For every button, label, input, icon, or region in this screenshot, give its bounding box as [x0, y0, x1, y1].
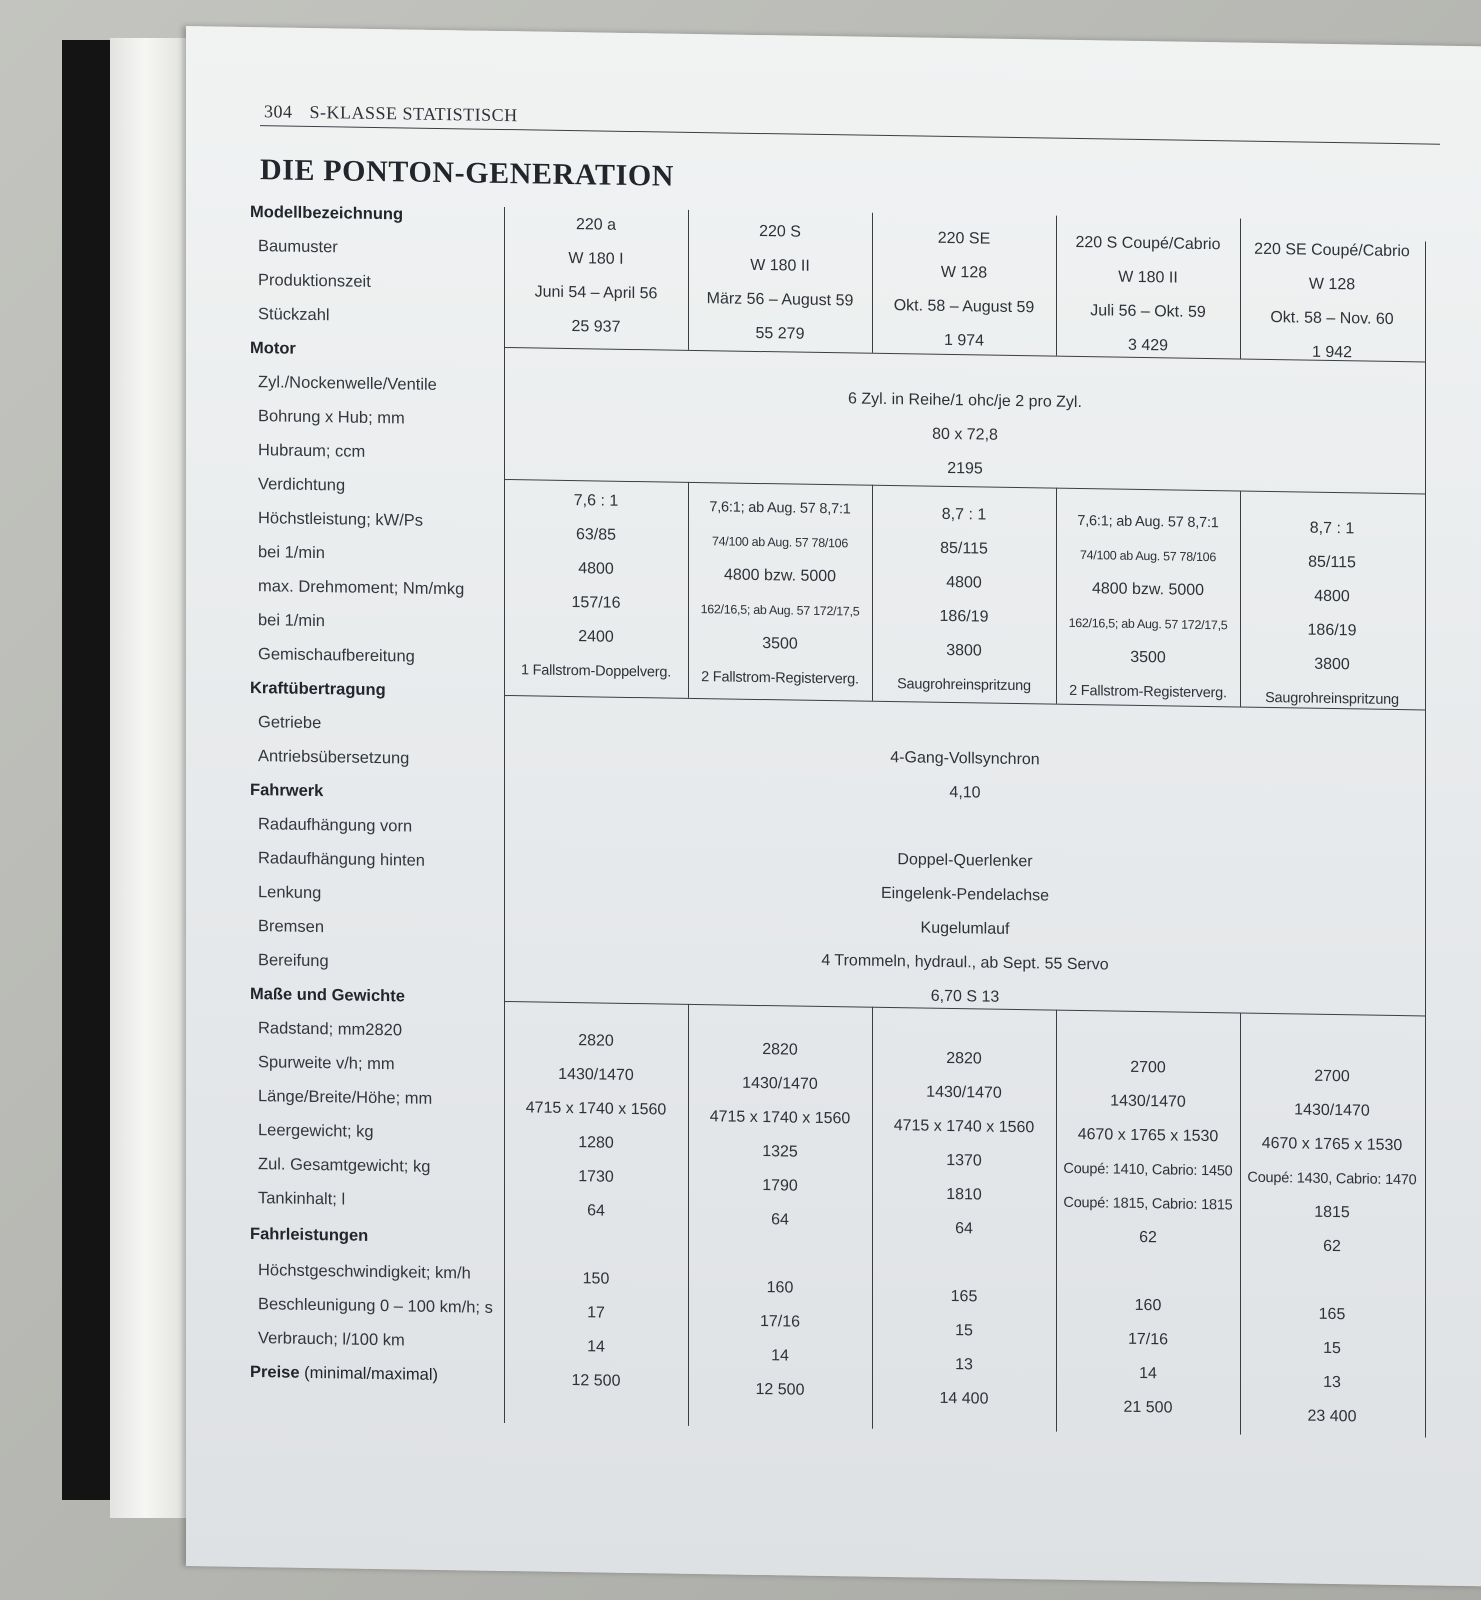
shared-lenkung: Kugelumlauf: [920, 919, 1010, 938]
model-stueckzahl: 1 974: [943, 331, 985, 350]
engine-rpm: 4800: [1314, 587, 1350, 606]
perf-vmax: 165: [950, 1288, 978, 1306]
engine-rpm: 4800 bzw. 5000: [1091, 580, 1205, 599]
perf-preis: 12 500: [755, 1380, 805, 1399]
engine-verdichtung: 8,7 : 1: [941, 505, 987, 524]
shared-zylinder: 6 Zyl. in Reihe/1 ohc/je 2 pro Zyl.: [848, 390, 1082, 412]
shared-chassis-block: [504, 837, 1426, 1021]
dim-laenge: 4715 x 1740 x 1560: [893, 1117, 1035, 1137]
perf-beschleunigung: 15: [1323, 1339, 1341, 1358]
perf-beschleunigung: 17: [587, 1304, 605, 1322]
shared-engine-block: [504, 377, 1426, 493]
label-bereifung: Bereifung: [258, 951, 329, 971]
dim-spurweite: 1430/1470: [742, 1074, 818, 1093]
dims-col-2: [690, 1032, 870, 1409]
engine-leistung: 74/100 ab Aug. 57 78/106: [1080, 548, 1216, 565]
engine-drehmoment: 162/16,5; ab Aug. 57 172/17,5: [700, 602, 860, 619]
label-hoechstleistung: Höchstleistung; kW/Ps: [258, 509, 424, 530]
col-sep-1b: [688, 482, 689, 698]
model-col-3-top: [874, 221, 1054, 360]
model-produktionszeit: Okt. 58 – Nov. 60: [1270, 309, 1394, 328]
dim-spurweite: 1430/1470: [1110, 1092, 1186, 1111]
engine-leistung: 63/85: [575, 526, 617, 544]
engine-drehmoment-rpm: 2400: [578, 628, 614, 646]
shared-getriebe: 4-Gang-Vollsynchron: [890, 749, 1040, 769]
label-rad-hinten: Radaufhängung hinten: [258, 849, 425, 870]
dim-laenge: 4715 x 1740 x 1560: [525, 1099, 667, 1119]
label-getriebe: Getriebe: [258, 713, 322, 733]
engine-leistung: 74/100 ab Aug. 57 78/106: [712, 534, 848, 551]
label-column: [250, 27, 520, 1531]
engine-drehmoment-rpm: 3800: [946, 641, 982, 660]
col-sep-4b: [1240, 491, 1241, 707]
model-name: 220 SE Coupé/Cabrio: [1254, 240, 1410, 261]
model-stueckzahl: 55 279: [755, 324, 805, 343]
engine-gemisch: 1 Fallstrom-Doppelverg.: [520, 662, 672, 681]
engine-drehmoment-rpm: 3800: [1314, 655, 1350, 674]
perf-preis: 14 400: [939, 1389, 989, 1408]
col-sep-4c: [1240, 1013, 1241, 1435]
label-gemischaufbereitung: Gemischaufbereitung: [258, 645, 415, 666]
dim-tank: 62: [1323, 1237, 1341, 1256]
perf-preis: 12 500: [571, 1372, 621, 1390]
dim-spurweite: 1430/1470: [1294, 1101, 1370, 1120]
engine-verdichtung: 8,7 : 1: [1309, 519, 1355, 538]
engine-gemisch: 2 Fallstrom-Registerverg.: [1069, 682, 1227, 702]
dim-gesamtgewicht: 1810: [946, 1185, 982, 1204]
label-produktionszeit: Produktionszeit: [258, 271, 371, 291]
model-col-2-top: [690, 214, 870, 353]
perf-verbrauch: 14: [771, 1347, 789, 1365]
col-sep-2c: [872, 1007, 873, 1429]
engine-leistung: 85/115: [1308, 553, 1356, 572]
label-rad-vorn: Radaufhängung vorn: [258, 815, 413, 836]
col-sep-1c: [688, 1004, 689, 1426]
model-stueckzahl: 3 429: [1127, 336, 1169, 355]
dims-col-5: [1242, 1059, 1422, 1436]
engine-rpm: 4800: [946, 573, 982, 592]
engine-col-2: [690, 490, 870, 697]
label-spurweite: Spurweite v/h; mm: [258, 1053, 395, 1074]
label-zylinder: Zyl./Nockenwelle/Ventile: [258, 373, 437, 394]
col-sep-4a: [1240, 219, 1241, 359]
dim-leergewicht: Coupé: 1430, Cabrio: 1470: [1247, 1169, 1417, 1189]
col-sep-3a: [1056, 216, 1057, 356]
perf-vmax: 160: [1134, 1296, 1162, 1315]
spacer: [690, 1236, 870, 1273]
engine-rpm: 4800: [578, 560, 614, 578]
label-beschleunigung: Beschleunigung 0 – 100 km/h; s: [258, 1295, 493, 1317]
engine-verdichtung: 7,6:1; ab Aug. 57 8,7:1: [709, 499, 851, 518]
shared-rad-hinten: Eingelenk-Pendelachse: [880, 884, 1050, 905]
label-stueckzahl: Stückzahl: [258, 305, 330, 325]
shared-bereifung: 6,70 S 13: [930, 987, 1000, 1006]
model-baumuster: W 180 II: [750, 256, 810, 275]
spacer: [506, 1227, 686, 1264]
page-edge: [110, 38, 196, 1518]
model-baumuster: W 180 I: [568, 250, 624, 268]
label-baumuster: Baumuster: [258, 237, 338, 257]
model-produktionszeit: März 56 – August 59: [706, 290, 854, 310]
engine-rpm: 4800 bzw. 5000: [723, 566, 837, 586]
engine-drehmoment-rpm: 3500: [762, 635, 798, 653]
col-sep-3b: [1056, 488, 1057, 704]
dim-leergewicht: 1325: [762, 1143, 798, 1161]
perf-beschleunigung: 17/16: [759, 1313, 801, 1331]
model-name: 220 a: [575, 216, 617, 234]
data-table: [504, 207, 1426, 1461]
model-stueckzahl: 1 942: [1311, 343, 1353, 362]
dim-tank: 64: [955, 1220, 973, 1238]
engine-drehmoment: 186/19: [1307, 621, 1357, 640]
col-sep-3c: [1056, 1010, 1057, 1432]
engine-drehmoment-rpm: 3500: [1130, 648, 1166, 667]
spacer: [1242, 1263, 1422, 1300]
label-fahrwerk: Fahrwerk: [250, 781, 324, 801]
perf-vmax: 165: [1318, 1305, 1346, 1324]
perf-verbrauch: 14: [587, 1338, 605, 1356]
label-hoechstgeschwindigkeit: Höchstgeschwindigkeit; km/h: [258, 1261, 471, 1283]
page-title: DIE PONTON-GENERATION: [260, 153, 675, 193]
label-preise-text: Preise: [250, 1363, 300, 1382]
engine-verdichtung: 7,6:1; ab Aug. 57 8,7:1: [1077, 513, 1219, 532]
label-lenkung: Lenkung: [258, 883, 322, 903]
dim-radstand: 2820: [762, 1041, 798, 1059]
model-produktionszeit: Juli 56 – Okt. 59: [1090, 302, 1206, 322]
label-leergewicht: Leergewicht; kg: [258, 1121, 374, 1141]
dim-gesamtgewicht: 1815: [1314, 1203, 1350, 1222]
shared-bremsen: 4 Trommeln, hydraul., ab Sept. 55 Servo: [821, 951, 1109, 974]
perf-beschleunigung: 15: [955, 1322, 973, 1340]
dim-leergewicht: Coupé: 1410, Cabrio: 1450: [1063, 1160, 1233, 1180]
label-gesamtgewicht: Zul. Gesamtgewicht; kg: [258, 1155, 431, 1176]
perf-preis: 23 400: [1307, 1407, 1357, 1426]
engine-gemisch: Saugrohreinspritzung: [897, 676, 1031, 695]
spacer: [1058, 1254, 1238, 1291]
label-verbrauch: Verbrauch; l/100 km: [258, 1329, 405, 1350]
model-name: 220 S Coupé/Cabrio: [1075, 233, 1221, 254]
engine-col-4: [1058, 504, 1238, 711]
label-preise-note: (minimal/maximal): [304, 1363, 438, 1384]
dim-leergewicht: 1280: [578, 1134, 614, 1152]
model-col-1-top: [506, 207, 686, 346]
shared-drive-block: [504, 735, 1426, 817]
dims-col-1: [506, 1023, 686, 1400]
perf-vmax: 150: [582, 1270, 610, 1288]
dim-laenge: 4670 x 1765 x 1530: [1261, 1134, 1403, 1155]
dim-leergewicht: 1370: [946, 1151, 982, 1170]
label-bremsen: Bremsen: [258, 917, 325, 937]
dim-laenge: 4670 x 1765 x 1530: [1077, 1126, 1219, 1146]
dim-tank: 62: [1139, 1228, 1157, 1247]
dim-radstand: 2820: [946, 1049, 982, 1068]
model-produktionszeit: Juni 54 – April 56: [534, 283, 658, 303]
dim-spurweite: 1430/1470: [558, 1065, 634, 1085]
perf-verbrauch: 13: [955, 1356, 973, 1374]
book-page: [186, 26, 1481, 1586]
shared-antrieb: 4,10: [949, 783, 981, 802]
model-baumuster: W 180 II: [1118, 268, 1178, 287]
label-antriebsuebersetzung: Antriebsübersetzung: [258, 747, 410, 768]
label-hubraum: Hubraum; ccm: [258, 441, 366, 461]
label-bei-rpm-2: bei 1/min: [258, 611, 325, 631]
label-preise: [250, 1363, 510, 1386]
perf-beschleunigung: 17/16: [1127, 1330, 1169, 1349]
label-masse-gewichte: Maße und Gewichte: [250, 985, 405, 1006]
dims-col-4: [1058, 1050, 1238, 1427]
dim-laenge: 4715 x 1740 x 1560: [709, 1108, 851, 1128]
section-title: S-KLASSE STATISTISCH: [309, 101, 518, 126]
label-bohrung-hub: Bohrung x Hub; mm: [258, 407, 405, 428]
engine-drehmoment: 157/16: [571, 594, 621, 612]
engine-drehmoment: 162/16,5; ab Aug. 57 172/17,5: [1068, 615, 1228, 633]
perf-verbrauch: 14: [1139, 1364, 1157, 1383]
perf-preis: 21 500: [1123, 1398, 1173, 1417]
dim-radstand: 2700: [1130, 1058, 1166, 1077]
perf-vmax: 160: [766, 1279, 794, 1297]
label-drehmoment: max. Drehmoment; Nm/mkg: [258, 577, 465, 599]
dim-spurweite: 1430/1470: [926, 1083, 1002, 1102]
label-bei-rpm-1: bei 1/min: [258, 543, 325, 563]
model-col-5-top: [1242, 233, 1422, 372]
engine-verdichtung: 7,6 : 1: [573, 492, 619, 510]
dim-gesamtgewicht: 1790: [762, 1177, 798, 1195]
model-name: 220 SE: [937, 229, 991, 248]
col-sep-2b: [872, 485, 873, 701]
label-motor: Motor: [250, 339, 296, 358]
col-sep-2a: [872, 213, 873, 353]
label-radstand: Radstand; mm2820: [258, 1019, 402, 1040]
model-baumuster: W 128: [1308, 275, 1356, 294]
engine-col-3: [874, 497, 1054, 704]
label-laenge: Länge/Breite/Höhe; mm: [258, 1087, 433, 1108]
dim-radstand: 2820: [578, 1032, 614, 1050]
engine-drehmoment: 186/19: [939, 607, 989, 626]
col-sep-1a: [688, 210, 689, 350]
shared-rad-vorn: Doppel-Querlenker: [897, 851, 1033, 871]
model-stueckzahl: 25 937: [571, 318, 621, 336]
model-produktionszeit: Okt. 58 – August 59: [893, 297, 1035, 317]
model-name: 220 S: [759, 223, 801, 241]
model-col-4-top: [1058, 226, 1238, 365]
engine-col-5: [1242, 511, 1422, 718]
perf-verbrauch: 13: [1323, 1373, 1341, 1392]
engine-gemisch: 2 Fallstrom-Registerverg.: [701, 669, 859, 688]
label-verdichtung: Verdichtung: [258, 475, 346, 495]
label-modellbezeichnung: Modellbezeichnung: [250, 203, 404, 224]
dim-gesamtgewicht: Coupé: 1815, Cabrio: 1815: [1063, 1194, 1233, 1214]
dim-tank: 64: [587, 1202, 605, 1220]
label-fahrleistungen: Fahrleistungen: [250, 1225, 369, 1245]
page-number: 304: [264, 101, 293, 122]
engine-col-1: [506, 483, 686, 690]
engine-leistung: 85/115: [940, 539, 988, 558]
dims-col-3: [874, 1041, 1054, 1418]
spacer: [874, 1245, 1054, 1282]
shared-hubraum: 2195: [947, 459, 983, 478]
dim-radstand: 2700: [1314, 1067, 1350, 1086]
model-baumuster: W 128: [940, 263, 988, 282]
dim-gesamtgewicht: 1730: [578, 1168, 614, 1186]
dim-tank: 64: [771, 1211, 789, 1229]
engine-gemisch: Saugrohreinspritzung: [1265, 689, 1399, 709]
label-kraftuebertragung: Kraftübertragung: [250, 679, 386, 700]
shared-bohrung-hub: 80 x 72,8: [932, 425, 998, 444]
label-tankinhalt: Tankinhalt; l: [258, 1189, 346, 1209]
